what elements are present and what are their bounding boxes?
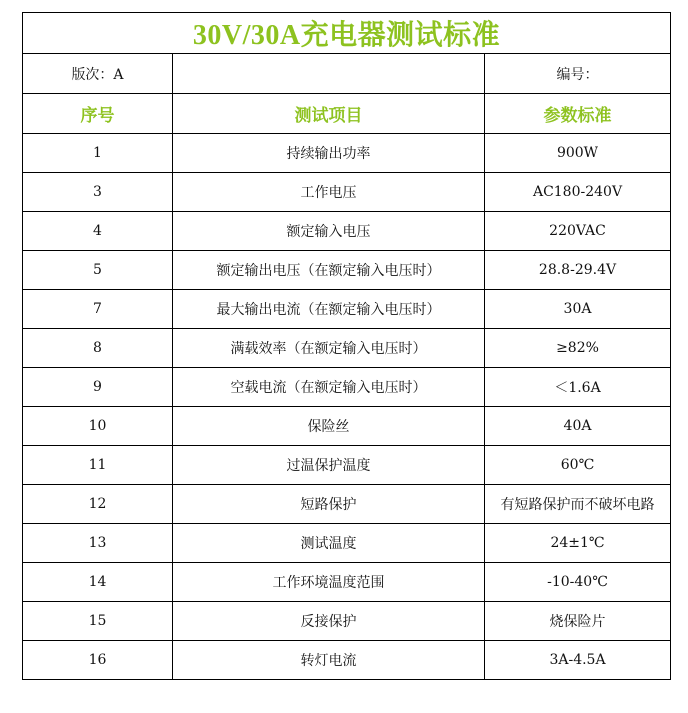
row-standard-cell: 30A xyxy=(485,290,671,329)
row-standard-cell: 900W xyxy=(485,134,671,173)
row-item-cell: 短路保护 xyxy=(173,485,485,524)
row-item-cell: 反接保护 xyxy=(173,602,485,641)
row-standard-cell: 3A-4.5A xyxy=(485,641,671,680)
table-row xyxy=(23,173,671,212)
row-number-cell: 10 xyxy=(23,407,173,446)
row-number-cell: 4 xyxy=(23,212,173,251)
row-standard-cell: 40A xyxy=(485,407,671,446)
meta-blank-cell xyxy=(173,54,485,94)
row-standard-cell: 60℃ xyxy=(485,446,671,485)
row-standard-cell: ≥82% xyxy=(485,329,671,368)
header-item: 测试项目 xyxy=(173,94,485,134)
row-item-cell: 工作电压 xyxy=(173,173,485,212)
row-number-cell: 1 xyxy=(23,134,173,173)
table-row xyxy=(23,524,671,563)
row-item-cell: 额定输入电压 xyxy=(173,212,485,251)
row-item-cell: 持续输出功率 xyxy=(173,134,485,173)
table-row xyxy=(23,407,671,446)
row-item-cell: 工作环境温度范围 xyxy=(173,563,485,602)
row-standard-cell: -10-40℃ xyxy=(485,563,671,602)
document-title: 30V/30A充电器测试标准 xyxy=(23,13,671,54)
table-row xyxy=(23,251,671,290)
row-item-cell: 额定输出电压（在额定输入电压时） xyxy=(173,251,485,290)
header-row xyxy=(23,94,671,134)
table-row xyxy=(23,368,671,407)
table-row xyxy=(23,290,671,329)
table-row xyxy=(23,641,671,680)
row-number-cell: 14 xyxy=(23,563,173,602)
row-number-cell: 8 xyxy=(23,329,173,368)
row-number-cell: 9 xyxy=(23,368,173,407)
table-row xyxy=(23,212,671,251)
row-standard-cell: 220VAC xyxy=(485,212,671,251)
row-standard-cell: 有短路保护而不破坏电路 xyxy=(485,485,671,524)
version-label: 版次：A xyxy=(23,54,173,94)
title-row xyxy=(23,13,671,54)
row-standard-cell: 24±1℃ xyxy=(485,524,671,563)
table-row xyxy=(23,134,671,173)
row-number-cell: 12 xyxy=(23,485,173,524)
row-item-cell: 过温保护温度 xyxy=(173,446,485,485)
row-number-cell: 11 xyxy=(23,446,173,485)
header-standard: 参数标准 xyxy=(485,94,671,134)
table-row xyxy=(23,446,671,485)
row-number-cell: 5 xyxy=(23,251,173,290)
row-item-cell: 最大输出电流（在额定输入电压时） xyxy=(173,290,485,329)
row-number-cell: 7 xyxy=(23,290,173,329)
row-number-cell: 3 xyxy=(23,173,173,212)
row-item-cell: 满载效率（在额定输入电压时） xyxy=(173,329,485,368)
row-standard-cell: 烧保险片 xyxy=(485,602,671,641)
row-standard-cell: 28.8-29.4V xyxy=(485,251,671,290)
table-row xyxy=(23,485,671,524)
meta-row xyxy=(23,54,671,94)
table-row xyxy=(23,563,671,602)
row-standard-cell: ＜1.6A xyxy=(485,368,671,407)
table-row xyxy=(23,602,671,641)
row-number-cell: 16 xyxy=(23,641,173,680)
row-standard-cell: AC180-240V xyxy=(485,173,671,212)
row-item-cell: 空载电流（在额定输入电压时） xyxy=(173,368,485,407)
row-item-cell: 转灯电流 xyxy=(173,641,485,680)
row-item-cell: 保险丝 xyxy=(173,407,485,446)
row-number-cell: 15 xyxy=(23,602,173,641)
header-no: 序号 xyxy=(23,94,173,134)
row-number-cell: 13 xyxy=(23,524,173,563)
row-item-cell: 测试温度 xyxy=(173,524,485,563)
spec-table xyxy=(22,12,671,680)
table-row xyxy=(23,329,671,368)
number-label: 编号： xyxy=(485,54,671,94)
